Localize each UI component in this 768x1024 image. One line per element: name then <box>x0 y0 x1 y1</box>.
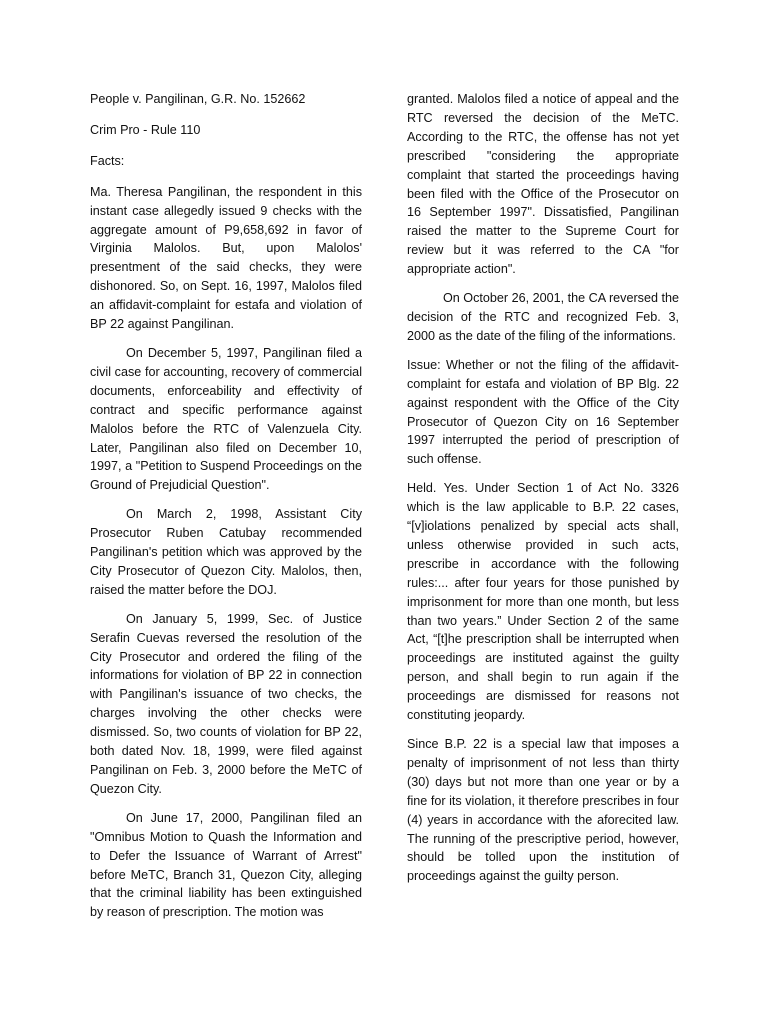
held-label: Held. <box>407 481 437 496</box>
facts-paragraph-4: On January 5, 1999, Sec. of Justice Serafin Cuevas reversed the resolution of the City Prosecutor and ordered the filing of the informations for violation of BP 22 in connection with Pangilinan's issuance of two checks, the charges involving the other checks were dismissed. So, two counts of violation for BP 22, both dated Nov. 18, 1999, were filed against Pangilinan on Feb. 3, 2000 before the MeTC of Quezon City. <box>90 611 362 796</box>
facts-paragraph-3: On March 2, 1998, Assistant City Prosecutor Ruben Catubay recommended Pangilinan's petition which was approved by the City Prosecutor of Quezon City. Malolos, then, raised the matter before the DOJ. <box>90 507 362 597</box>
facts-paragraph-1: Ma. Theresa Pangilinan, the respondent in this instant case allegedly issued 9 checks with the aggregate amount of P9,658,692 in favor of Virginia Malolos. But, upon Malolos' presentment of the said checks, they were dishonored. So, on Sept. 16, 1997, Malolos filed an affidavit-complaint for estafa and violation of BP 22 against Pangilinan. <box>90 184 362 332</box>
facts-paragraph-2: On December 5, 1997, Pangilinan filed a civil case for accounting, recovery of commercial documents, enforceability and effectivity of contract and specific performance against Malolos before the RTC of Valenzuela City. Later, Pangilinan also filed on December 10, 1997, a "Petition to Suspend Proceedings on the Ground of Prejudicial Question". <box>90 345 362 493</box>
facts-paragraph-6: On October 26, 2001, the CA reversed the decision of the RTC and recognized Feb. 3, 2000 as the date of the filing of the informations. <box>407 291 679 343</box>
issue-paragraph <box>407 356 679 469</box>
issue-label: Issue: <box>407 357 441 372</box>
facts-paragraph-5: On June 17, 2000, Pangilinan filed an "Omnibus Motion to Quash the Information and to Defer the Issuance of Warrant of Arrest" before MeTC, Branch 31, Quezon City, alleging that the criminal liability has been extinguished by reason of prescription. The motion was <box>90 810 362 920</box>
subject-line: Crim Pro - Rule 110 <box>90 122 201 137</box>
right-column <box>407 90 679 896</box>
held-text: Yes. Under Section 1 of Act No. 3326 which is the law applicable to B.P. 22 cases, “[v]iolations penalized by special acts shall, unless otherwise provided in such acts, prescribe in accordance with the following rules:... after four years for those punished by imprisonment for more than one month, but less than two years.” Under Section 2 of the same Act, “[t]he prescription shall be interrupted when proceedings are instituted against the guilty person, and shall begin to run again if the proceedings are dismissed for reasons not constituting jeopardy. <box>407 481 679 723</box>
held-paragraph <box>407 479 679 725</box>
facts-label: Facts: <box>90 153 125 168</box>
issue-text: Whether or not the filing of the affidavit-complaint for estafa and violation of BP Blg. 22 against respondent with the Office of the City Prosecutor of Quezon City on 16 September 1997 interrupted the period of prescription of such offense. <box>407 357 679 467</box>
left-column <box>90 90 362 932</box>
held-paragraph-2: Since B.P. 22 is a special law that imposes a penalty of imprisonment of not less than thirty (30) days but not more than one year or by a fine for its violation, it therefore prescribes in four (4) years in accordance with the aforecited law. The running of the prescriptive period, however, should be tolled upon the institution of proceedings against the guilty person. <box>407 737 679 884</box>
facts-paragraph-5-continued: granted. Malolos filed a notice of appeal and the RTC reversed the decision of the MeTC. According to the RTC, the offense has not yet prescribed "considering the appropriate complaint that started the proceedings having been filed with the Office of the Prosecutor on 16 September 1997". Dissatisfied, Pangilinan raised the matter to the Supreme Court for review but it was referred to the CA "for appropriate action". <box>407 92 679 277</box>
case-title: People v. Pangilinan, G.R. No. 152662 <box>90 92 306 106</box>
